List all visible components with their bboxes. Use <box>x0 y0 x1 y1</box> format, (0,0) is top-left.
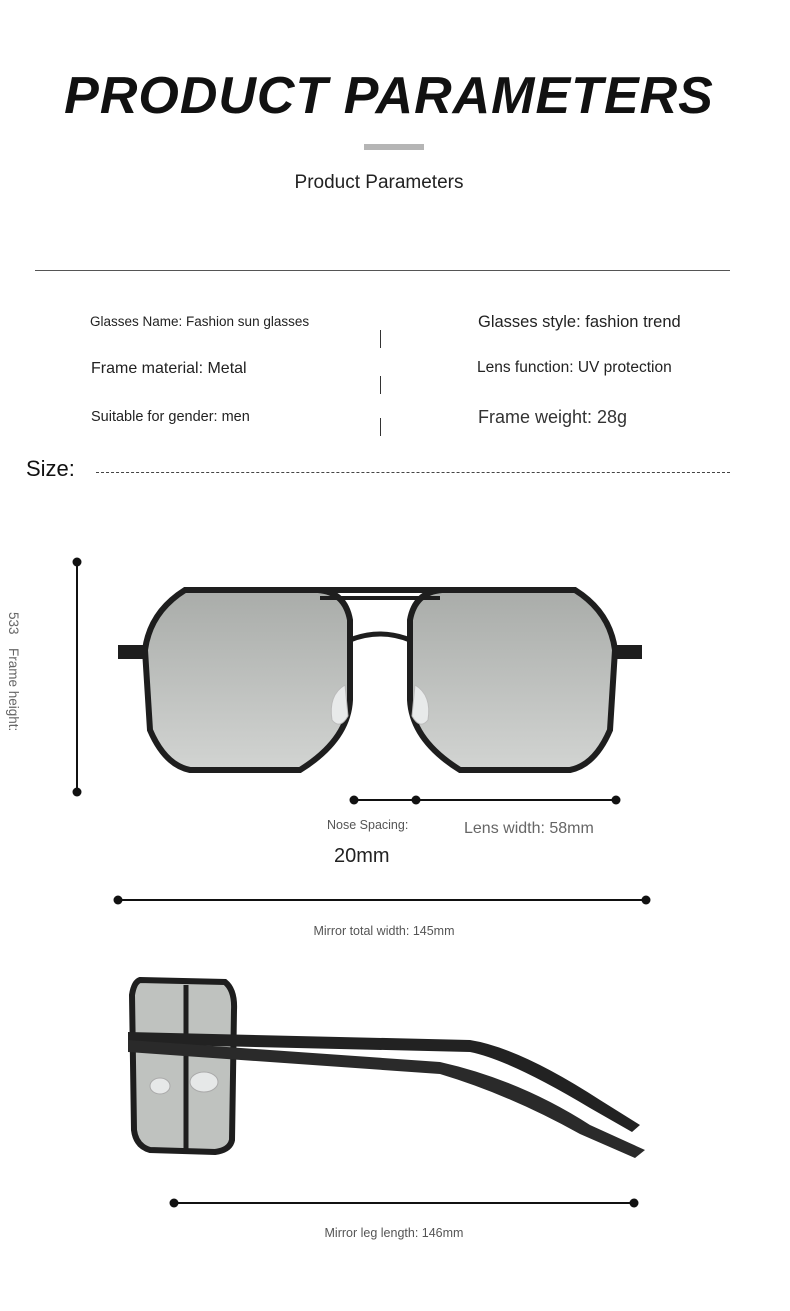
size-label: Size: <box>26 456 75 481</box>
param-frame-material: Frame material: Metal <box>91 360 247 377</box>
nose-spacing-value: 20mm <box>334 845 390 867</box>
nose-spacing-label: Nose Spacing: <box>327 818 409 832</box>
frame-height-text: Frame height: <box>6 648 21 732</box>
leg-length-label: Mirror leg length: 146mm <box>324 1226 464 1240</box>
param-glasses-style: Glasses style: fashion trend <box>478 313 681 331</box>
total-width-label: Mirror total width: 145mm <box>313 924 455 938</box>
param-frame-weight: Frame weight: 28g <box>478 407 628 427</box>
page-title: PRODUCT PARAMETERS <box>64 67 714 125</box>
page-subtitle: Product Parameters <box>294 172 464 193</box>
frame-height-value: 533 <box>6 612 21 635</box>
lens-width-label: Lens width: 58mm <box>464 820 594 837</box>
param-lens-function: Lens function: UV protection <box>477 359 672 376</box>
param-gender: Suitable for gender: men <box>91 409 250 425</box>
param-glasses-name: Glasses Name: Fashion sun glasses <box>90 314 310 329</box>
